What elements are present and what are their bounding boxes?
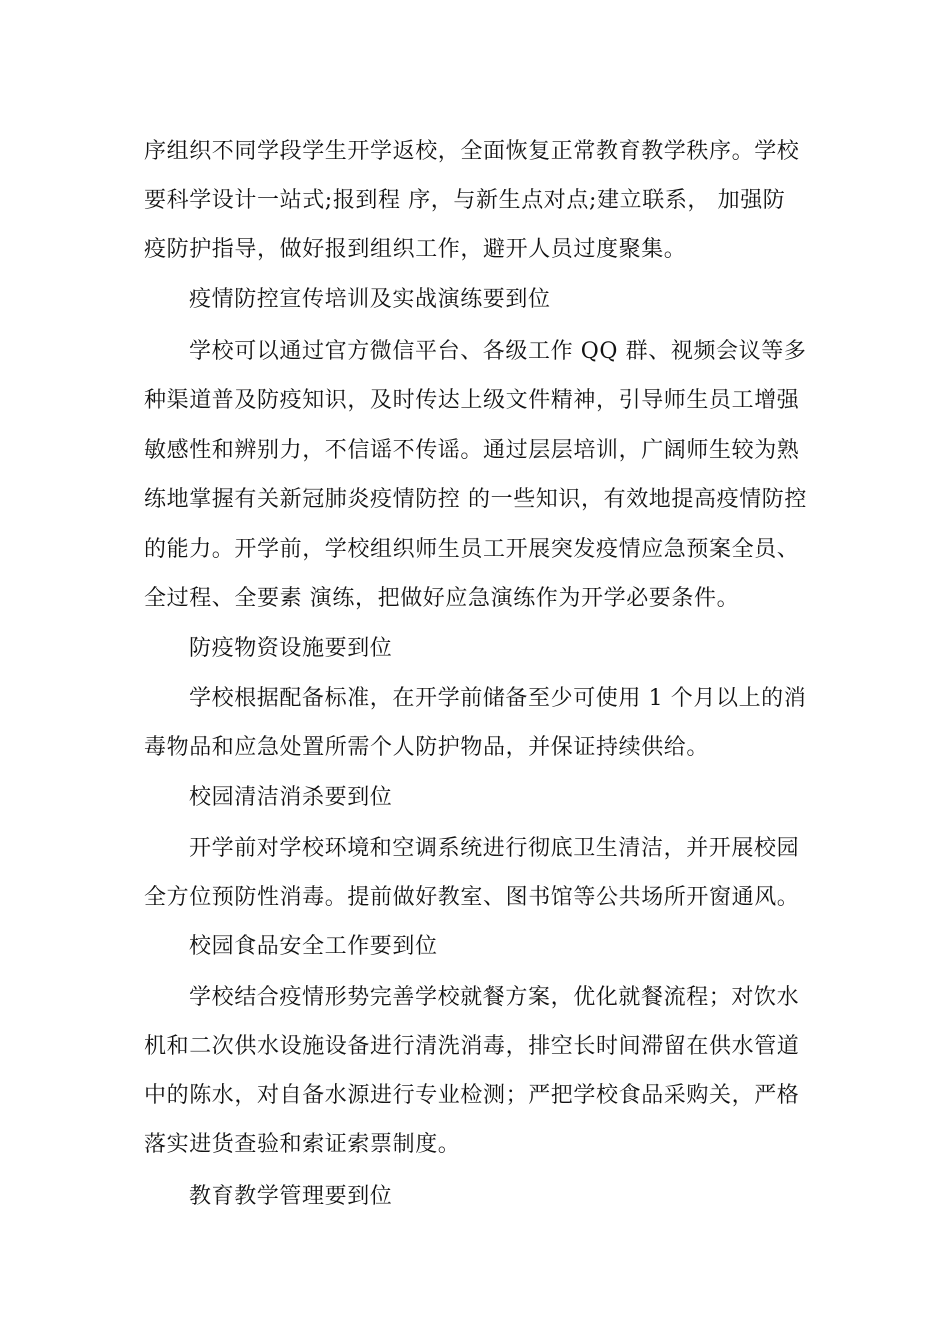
section-heading: 教育教学管理要到位	[189, 1184, 393, 1209]
text-line: 要科学设计一站式;报到程 序，与新生点对点;建立联系， 加强防	[144, 188, 786, 213]
text-line: 落实进货查验和索证索票制度。	[144, 1132, 461, 1157]
text-line: 学校根据配备标准，在开学前储备至少可使用 1 个月以上的消	[189, 686, 807, 711]
section-heading: 防疫物资设施要到位	[189, 636, 393, 661]
text-line: 敏感性和辨别力，不信谣不传谣。通过层层培训，广阔师生较为熟	[144, 438, 800, 463]
text-line: 的能力。开学前，学校组织师生员工开展突发疫情应急预案全员、	[144, 537, 800, 562]
text-line: 开学前对学校环境和空调系统进行彻底卫生清洁，并开展校园	[189, 836, 800, 861]
text-line: 学校结合疫情形势完善学校就餐方案，优化就餐流程；对饮水	[189, 985, 800, 1010]
text-line: 疫防护指导，做好报到组织工作，避开人员过度聚集。	[144, 237, 687, 262]
text-line: 全方位预防性消毒。提前做好教室、图书馆等公共场所开窗通风。	[144, 885, 800, 910]
text-line: 机和二次供水设施设备进行清洗消毒，排空长时间滞留在供水管道	[144, 1034, 800, 1059]
text-line: 序组织不同学段学生开学返校，全面恢复正常教育教学秩序。学校	[144, 139, 800, 164]
text-line: 全过程、全要素 演练，把做好应急演练作为开学必要条件。	[144, 586, 740, 611]
text-line: 学校可以通过官方微信平台、各级工作 QQ 群、视频会议等多	[189, 339, 807, 364]
section-heading: 疫情防控宣传培训及实战演练要到位	[189, 287, 551, 312]
section-heading: 校园食品安全工作要到位	[189, 934, 438, 959]
section-heading: 校园清洁消杀要到位	[189, 785, 393, 810]
text-line: 中的陈水，对自备水源进行专业检测；严把学校食品采购关，严格	[144, 1083, 800, 1108]
text-line: 毒物品和应急处置所需个人防护物品，并保证持续供给。	[144, 735, 710, 760]
text-line: 种渠道普及防疫知识，及时传达上级文件精神，引导师生员工增强	[144, 388, 800, 413]
text-line: 练地掌握有关新冠肺炎疫情防控 的一些知识，有效地提高疫情防控	[144, 487, 807, 512]
